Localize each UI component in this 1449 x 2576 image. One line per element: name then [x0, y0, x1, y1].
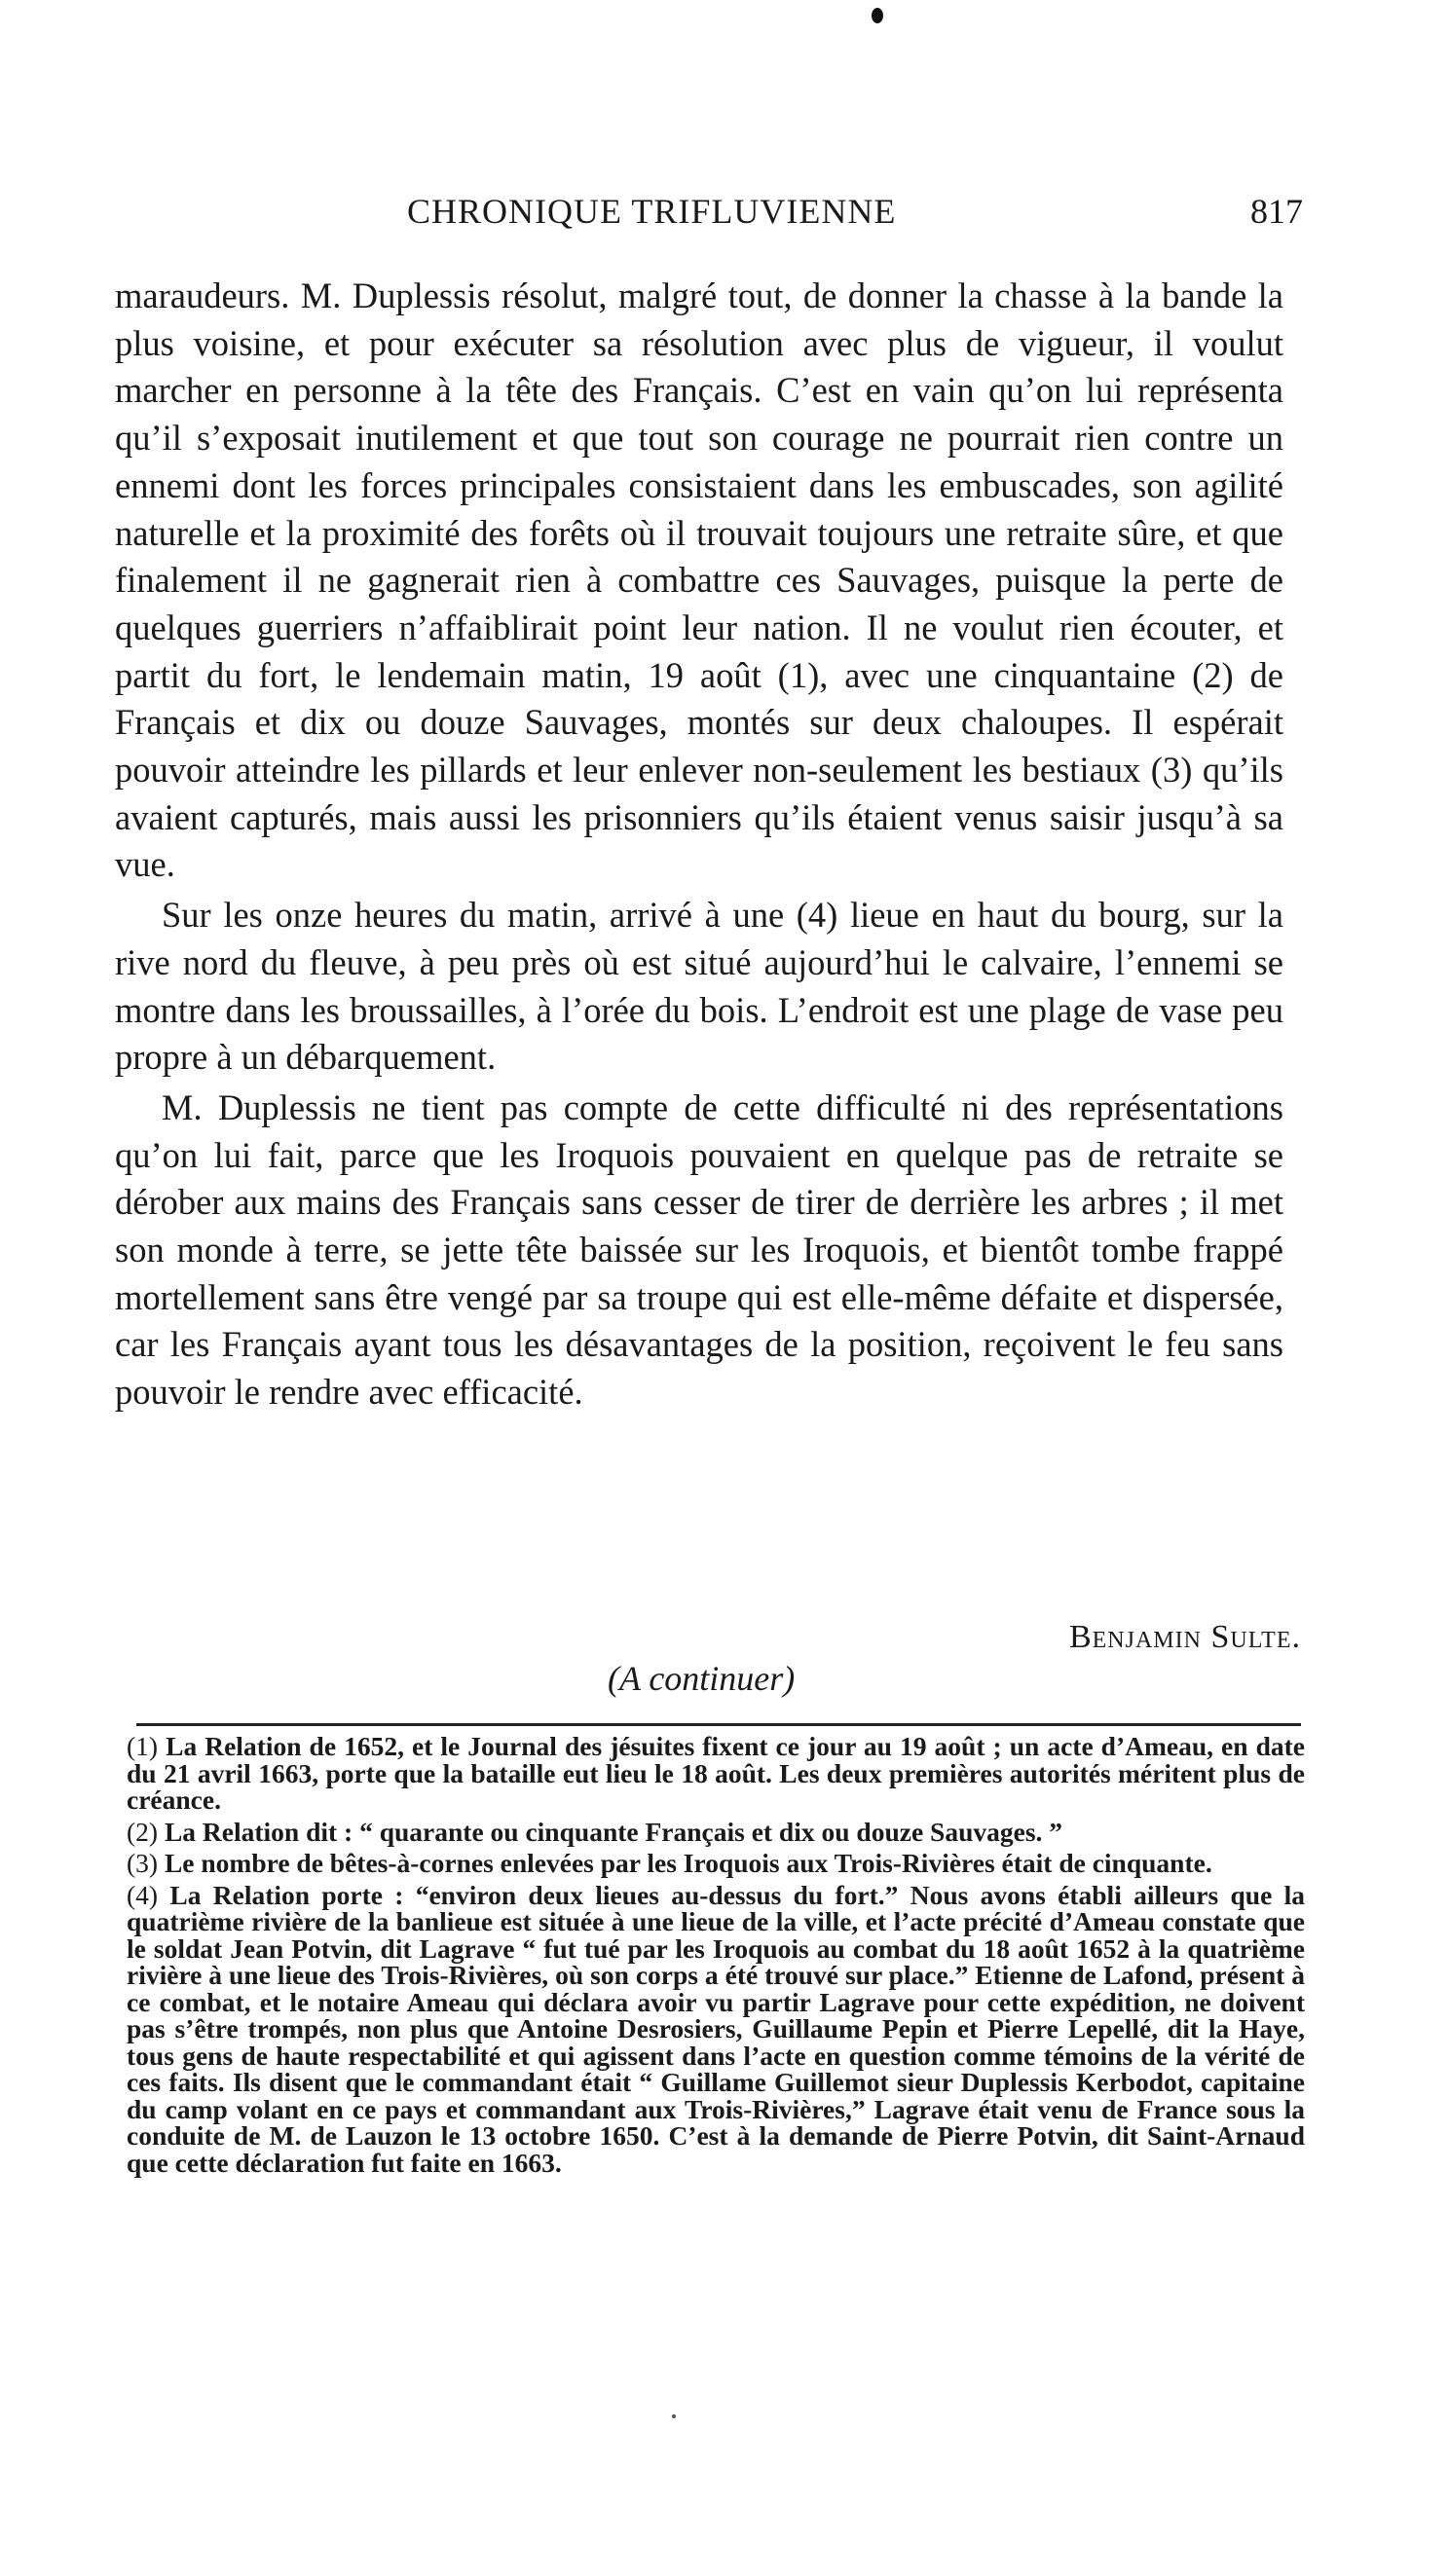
footnote-text: Le nombre de bêtes-à-cornes enlevées par les Iroquois aux Trois-Rivières était de cinquante.	[164, 1848, 1212, 1878]
paragraph-2: Sur les onze heures du matin, arrivé à une (4) lieue en haut du bourg, sur la rive nord du fleuve, à peu près où est situé aujourd’hui le calvaire, l’ennemi se montre dans les broussailles, à l’orée du bois. L’endroit est une plage de vase peu propre à un débarquement.	[115, 895, 1283, 1078]
page-header	[115, 191, 1303, 239]
continuation-note: (A continuer)	[608, 1659, 796, 1698]
paragraph-1: maraudeurs. M. Duplessis résolut, malgré tout, de donner la chasse à la bande la plus voisine, et pour exécuter sa résolution avec plus de vigueur, il voulut marcher en personne à la tête des Français. C’est en vain qu’on lui représenta qu’il s’exposait inutilement et que tout son courage ne pourrait rien contre un ennemi dont les forces principales consistaient dans les embuscades, son agilité naturelle et la proximité des forêts où il trouvait toujours une retraite sûre, et que finalement il ne gagnerait rien à combattre ces Sauvages, puisque la perte de quelques guerriers n’affaiblirait point leur nation. Il ne voulut rien écouter, et partit du fort, le lendemain matin, 19 août (1), avec une cinquantaine (2) de Français et dix ou douze Sauvages, montés sur deux chaloupes. Il espérait pouvoir atteindre les pillards et leur enlever non-seulement les bestiaux (3) qu’ils avaient capturés, mais aussi les prisonniers qu’ils étaient venus saisir jusqu’à sa vue.	[115, 276, 1283, 885]
footnote-3	[127, 1850, 1305, 1877]
page-number: 817	[1250, 192, 1303, 231]
footnote-number: (1)	[127, 1731, 159, 1761]
footnote-1	[127, 1733, 1305, 1814]
footnote-divider	[136, 1723, 1301, 1726]
footnote-text: La Relation dit : “ quarante ou cinquante Français et dix ou douze Sauvages. ”	[164, 1816, 1063, 1847]
footnote-2	[127, 1816, 1305, 1847]
footnote-number: (2)	[127, 1816, 159, 1847]
footnotes	[127, 1733, 1305, 2181]
footnote-number: (3)	[127, 1848, 159, 1878]
author-signature: Benjamin Sulte.	[1068, 1619, 1301, 1655]
running-title: CHRONIQUE TRIFLUVIENNE	[407, 192, 897, 231]
ink-dot	[872, 8, 883, 23]
footnote-4	[127, 1879, 1305, 2178]
body-text	[115, 273, 1283, 1419]
ink-speck	[672, 2414, 676, 2418]
paragraph-3: M. Duplessis ne tient pas compte de cette difficulté ni des représentations qu’on lui fait, parce que les Iroquois pouvaient en quelque pas de retraite se dérober aux mains des Français sans cesser de tirer de derrière les arbres ; il met son monde à terre, se jette tête baissée sur les Iroquois, et bientôt tombe frappé mortellement sans être vengé par sa troupe qui est elle-même défaite et dispersée, car les Français ayant tous les désavantages de la position, reçoivent le feu sans pouvoir le rendre avec efficacité.	[115, 1086, 1283, 1413]
signature-block	[115, 1619, 1301, 1716]
footnote-number: (4)	[127, 1879, 159, 1910]
footnote-text: La Relation de 1652, et le Journal des jésuites fixent ce jour au 19 août ; un acte d’Ameau, en date du 21 avril 1663, porte que la bataille eut lieu le 18 août. Les deux premières autorités méritent plus de créance.	[127, 1731, 1305, 1815]
footnote-text: La Relation porte : “environ deux lieues au-dessus du fort.” Nous avons établi ailleurs que la quatrième rivière de la banlieue est située à une lieue de la ville, et l’acte précité d’Ameau constate que le soldat Jean Potvin, dit Lagrave “ fut tué par les Iroquois au combat du 18 août 1652 à la quatrième rivière à une lieue des Trois-Rivières, où son corps a été trouvé sur place.” Etienne de Lafond, présent à ce combat, et le notaire Ameau qui déclara avoir vu partir Lagrave pour cette expédition, ne doivent pas s’être trompés, non plus que Antoine Desrosiers, Guillaume Pepin et Pierre Lepellé, dit la Haye, tous gens de haute respectabilité et qui agissent dans l’acte en question comme témoins de la vérité de ces faits. Ils disent que le commandant était “ Guillame Guillemot sieur Duplessis Kerbodot, capitaine du camp volant en ce pays et commandant aux Trois-Rivières,” Lagrave était venu de France sous la conduite de M. de Lauzon le 13 octobre 1650. C’est à la demande de Pierre Potvin, dit Saint-Arnaud que cette déclaration fut faite en 1663.	[127, 1879, 1305, 2178]
